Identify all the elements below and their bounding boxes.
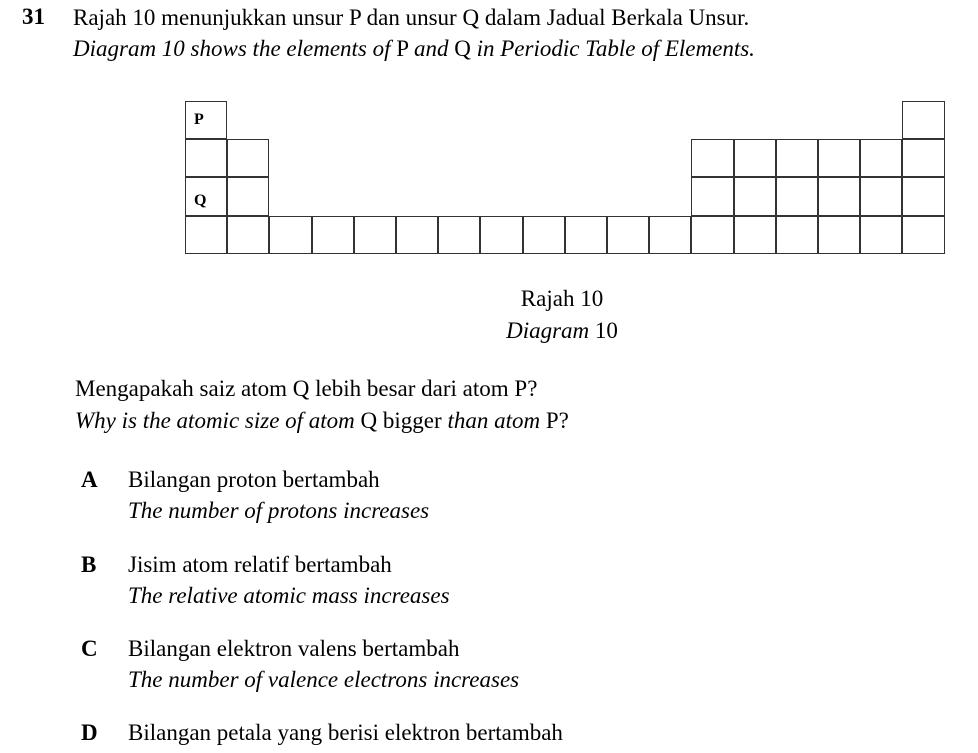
question-english-part1: Diagram 10 shows the elements of [73, 36, 391, 61]
table-cell [185, 101, 227, 139]
option-b-letter[interactable]: B [81, 552, 97, 577]
table-cell [565, 216, 607, 254]
table-cell [480, 216, 522, 254]
option-b-malay[interactable]: Jisim atom relatif bertambah [128, 552, 392, 577]
table-cell [860, 177, 902, 215]
table-cell [312, 216, 354, 254]
table-cell [818, 139, 860, 177]
diagram-caption-english [462, 316, 662, 346]
table-cell [902, 216, 944, 254]
table-cell [227, 177, 269, 215]
table-cell [734, 216, 776, 254]
table-cell [227, 216, 269, 254]
question-number: 31 [22, 4, 45, 29]
option-d-malay[interactable]: Bilangan petala yang berisi elektron bertambah [128, 720, 563, 745]
table-cell [902, 139, 944, 177]
option-a-letter[interactable]: A [81, 467, 98, 492]
table-cell [354, 216, 396, 254]
table-cell [776, 216, 818, 254]
table-cell [734, 139, 776, 177]
diagram-caption-number: 10 [594, 318, 618, 343]
option-c-english[interactable]: The number of valence electrons increases [128, 667, 520, 692]
table-cell [269, 216, 311, 254]
table-cell [227, 139, 269, 177]
table-cell [691, 216, 733, 254]
table-cell [607, 216, 649, 254]
question-english-q: Q [454, 36, 471, 61]
prompt-malay: Mengapakah saiz atom Q lebih besar dari atom P? [75, 376, 538, 401]
option-a-malay[interactable]: Bilangan proton bertambah [128, 467, 380, 492]
question-english-part3: in Periodic Table of Elements. [476, 36, 755, 61]
prompt-english-bigger: bigger [382, 408, 442, 433]
option-c-malay[interactable]: Bilangan elektron valens bertambah [128, 636, 460, 661]
table-cell [776, 139, 818, 177]
diagram-caption-malay: Rajah 10 [520, 286, 604, 311]
table-cell [396, 216, 438, 254]
element-q-label: Q [194, 192, 207, 209]
table-cell [902, 101, 944, 139]
table-cell [860, 216, 902, 254]
prompt-english-part1: Why is the atomic size of atom [75, 408, 355, 433]
option-a-english[interactable]: The number of protons increases [128, 498, 430, 523]
question-english-p: P [396, 36, 409, 61]
table-cell [818, 177, 860, 215]
option-d-letter[interactable]: D [81, 720, 98, 745]
table-cell [185, 139, 227, 177]
option-c-letter[interactable]: C [81, 636, 98, 661]
question-text-malay: Rajah 10 menunjukkan unsur P dan unsur Q dalam Jadual Berkala Unsur. [73, 5, 750, 30]
prompt-english-part2: than atom [447, 408, 541, 433]
diagram-caption-word: Diagram [506, 318, 590, 343]
table-cell [185, 216, 227, 254]
table-cell [734, 177, 776, 215]
element-p-label: P [194, 111, 204, 128]
prompt-english [75, 406, 569, 436]
table-cell [818, 216, 860, 254]
table-cell [691, 139, 733, 177]
prompt-english-p: P? [545, 408, 569, 433]
prompt-english-q: Q [360, 408, 378, 433]
table-cell [438, 216, 480, 254]
question-english-part2: and [413, 36, 449, 61]
option-b-english[interactable]: The relative atomic mass increases [128, 583, 450, 608]
table-cell [902, 177, 944, 215]
table-cell [860, 139, 902, 177]
table-cell [649, 216, 691, 254]
table-cell [691, 177, 733, 215]
table-cell [776, 177, 818, 215]
table-cell [523, 216, 565, 254]
